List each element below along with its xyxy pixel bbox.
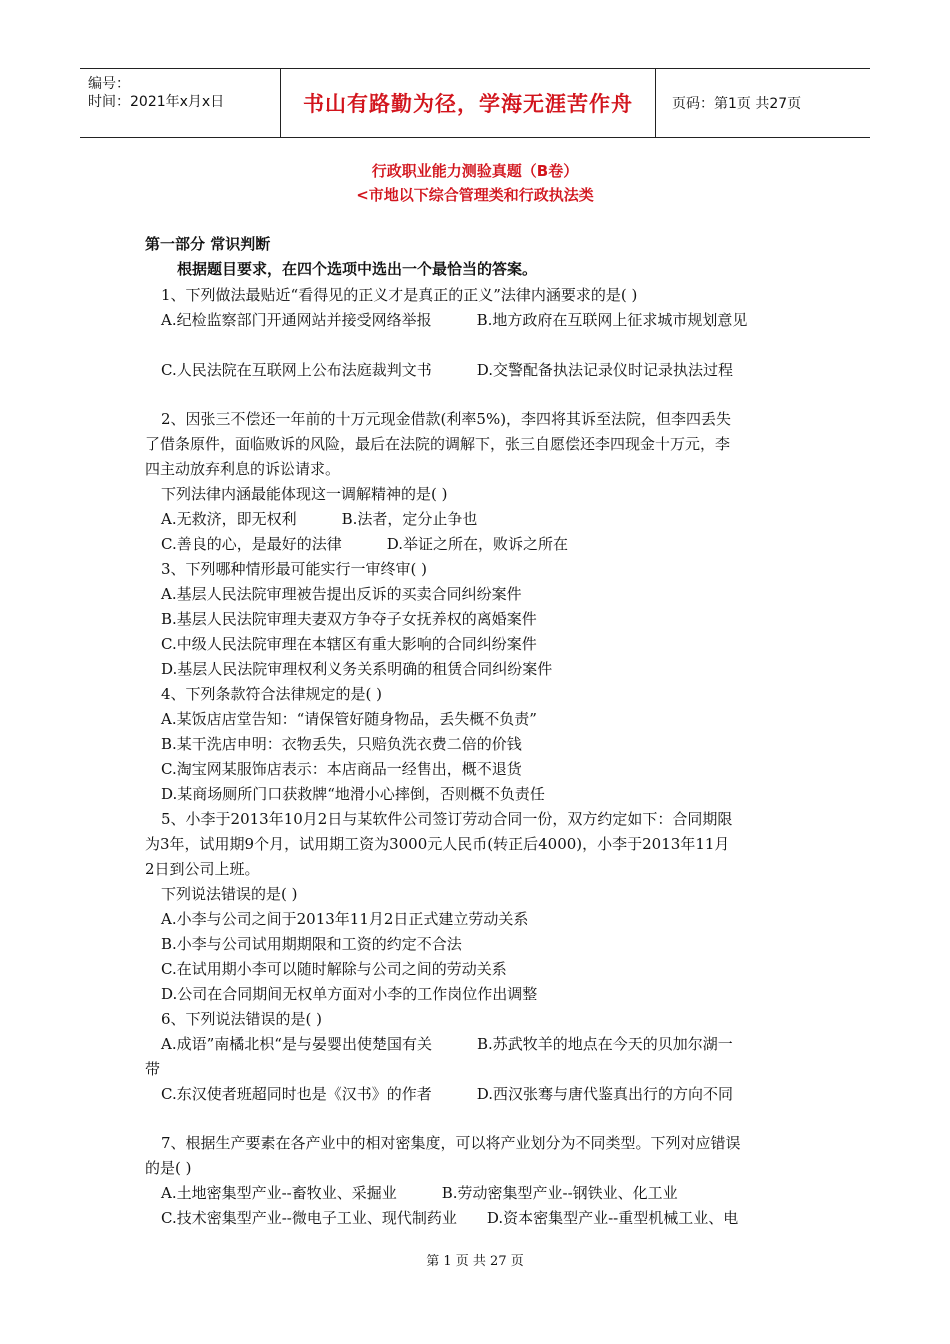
page-footer: 第 1 页 共 27 页 <box>426 1254 524 1269</box>
question-5-option-b: B.小李与公司试用期期限和工资的约定不合法 <box>161 935 462 953</box>
section-heading: 第一部分 常识判断 <box>145 235 271 253</box>
question-5-line-1: 5、小李于2013年10月2日与某软件公司签订劳动合同一份，双方约定如下：合同期限 <box>161 810 733 828</box>
question-3-option-d: D.基层人民法院审理权利义务关系明确的租赁合同纠纷案件 <box>161 660 553 678</box>
time-label: 时间：2021年x月x日 <box>88 94 225 110</box>
question-2-line-2: 了借条原件，面临败诉的风险，最后在法院的调解下，张三自愿偿还李四现金十万元，李 <box>145 435 731 453</box>
question-3-option-c: C.中级人民法院审理在本辖区有重大影响的合同纠纷案件 <box>161 635 537 653</box>
question-2-line-1: 2、因张三不偿还一年前的十万元现金借款(利率5%)，李四将其诉至法院，但李四丢失 <box>161 410 732 428</box>
question-2-prompt: 下列法律内涵最能体现这一调解精神的是( ) <box>161 485 448 503</box>
header-meta <box>80 69 280 137</box>
question-5-line-2: 为3年，试用期9个月，试用期工资为3000元人民币(转正后4000)，小李于2013年11月 <box>145 835 730 853</box>
question-7-line-2: 的是( ) <box>145 1159 192 1177</box>
question-1: 1、下列做法最贴近“看得见的正义才是真正的正义”法律内涵要求的是( ) <box>161 286 638 304</box>
question-6-options-cd: C.东汉使者班超同时也是《汉书》的作者 D.西汉张骞与唐代鉴真出行的方向不同 <box>161 1085 733 1103</box>
question-5-option-d: D.公司在合同期间无权单方面对小李的工作岗位作出调整 <box>161 985 538 1003</box>
page-label-text: 页码：第1页 共27页 <box>672 96 802 112</box>
question-5-option-a: A.小李与公司之间于2013年11月2日正式建立劳动关系 <box>161 910 529 928</box>
document-subtitle: <市地以下综合管理类和行政执法类 <box>356 186 594 204</box>
question-5-line-3: 2日到公司上班。 <box>145 860 260 878</box>
header-page-label <box>664 69 870 137</box>
question-3-option-a: A.基层人民法院审理被告提出反诉的买卖合同纠纷案件 <box>161 585 522 603</box>
question-1-options-ab: A.纪检监察部门开通网站并接受网络举报 B.地方政府在互联网上征求城市规划意见 <box>161 311 748 329</box>
question-2-options-ab: A.无救济，即无权利 B.法者，定分止争也 <box>161 510 478 528</box>
question-7-options-cd: C.技术密集型产业--微电子工业、现代制药业 D.资本密集型产业--重型机械工业、电 <box>161 1209 739 1227</box>
number-label: 编号： <box>88 76 130 92</box>
document-title: 行政职业能力测验真题（B卷） <box>371 162 579 180</box>
header-motto: 书山有路勤为径，学海无涯苦作舟 <box>303 92 633 116</box>
question-4-option-a: A.某饭店店堂告知：“请保管好随身物品，丢失概不负责” <box>161 710 537 728</box>
question-1-options-cd: C.人民法院在互联网上公布法庭裁判文书 D.交警配备执法记录仪时记录执法过程 <box>161 361 733 379</box>
question-5-option-c: C.在试用期小李可以随时解除与公司之间的劳动关系 <box>161 960 507 978</box>
question-4: 4、下列条款符合法律规定的是( ) <box>161 685 383 703</box>
question-6: 6、下列说法错误的是( ) <box>161 1010 323 1028</box>
question-6-options-ab: A.成语”南橘北枳“是与晏婴出使楚国有关 B.苏武牧羊的地点在今天的贝加尔湖一 <box>161 1035 733 1053</box>
question-2-line-3: 四主动放弃利息的诉讼请求。 <box>145 460 341 478</box>
question-5-prompt: 下列说法错误的是( ) <box>161 885 298 903</box>
question-6-options-ab-cont: 带 <box>145 1060 161 1078</box>
question-4-option-c: C.淘宝网某服饰店表示：本店商品一经售出，概不退货 <box>161 760 522 778</box>
instruction: 根据题目要求，在四个选项中选出一个最恰当的答案。 <box>177 260 538 278</box>
question-7-options-ab: A.土地密集型产业--畜牧业、采掘业 B.劳动密集型产业--钢铁业、化工业 <box>161 1184 678 1202</box>
question-3: 3、下列哪种情形最可能实行一审终审( ) <box>161 560 428 578</box>
question-4-option-d: D.某商场厕所门口获救牌“地滑小心摔倒，否则概不负责任 <box>161 785 545 803</box>
page-header <box>80 68 870 138</box>
question-4-option-b: B.某干洗店申明：衣物丢失，只赔负洗衣费二倍的价钱 <box>161 735 522 753</box>
question-7-line-1: 7、根据生产要素在各产业中的相对密集度，可以将产业划分为不同类型。下列对应错误 <box>161 1134 741 1152</box>
question-3-option-b: B.基层人民法院审理夫妻双方争夺子女抚养权的离婚案件 <box>161 610 537 628</box>
header-divider <box>655 69 656 137</box>
question-2-options-cd: C.善良的心，是最好的法律 D.举证之所在，败诉之所在 <box>161 535 568 553</box>
